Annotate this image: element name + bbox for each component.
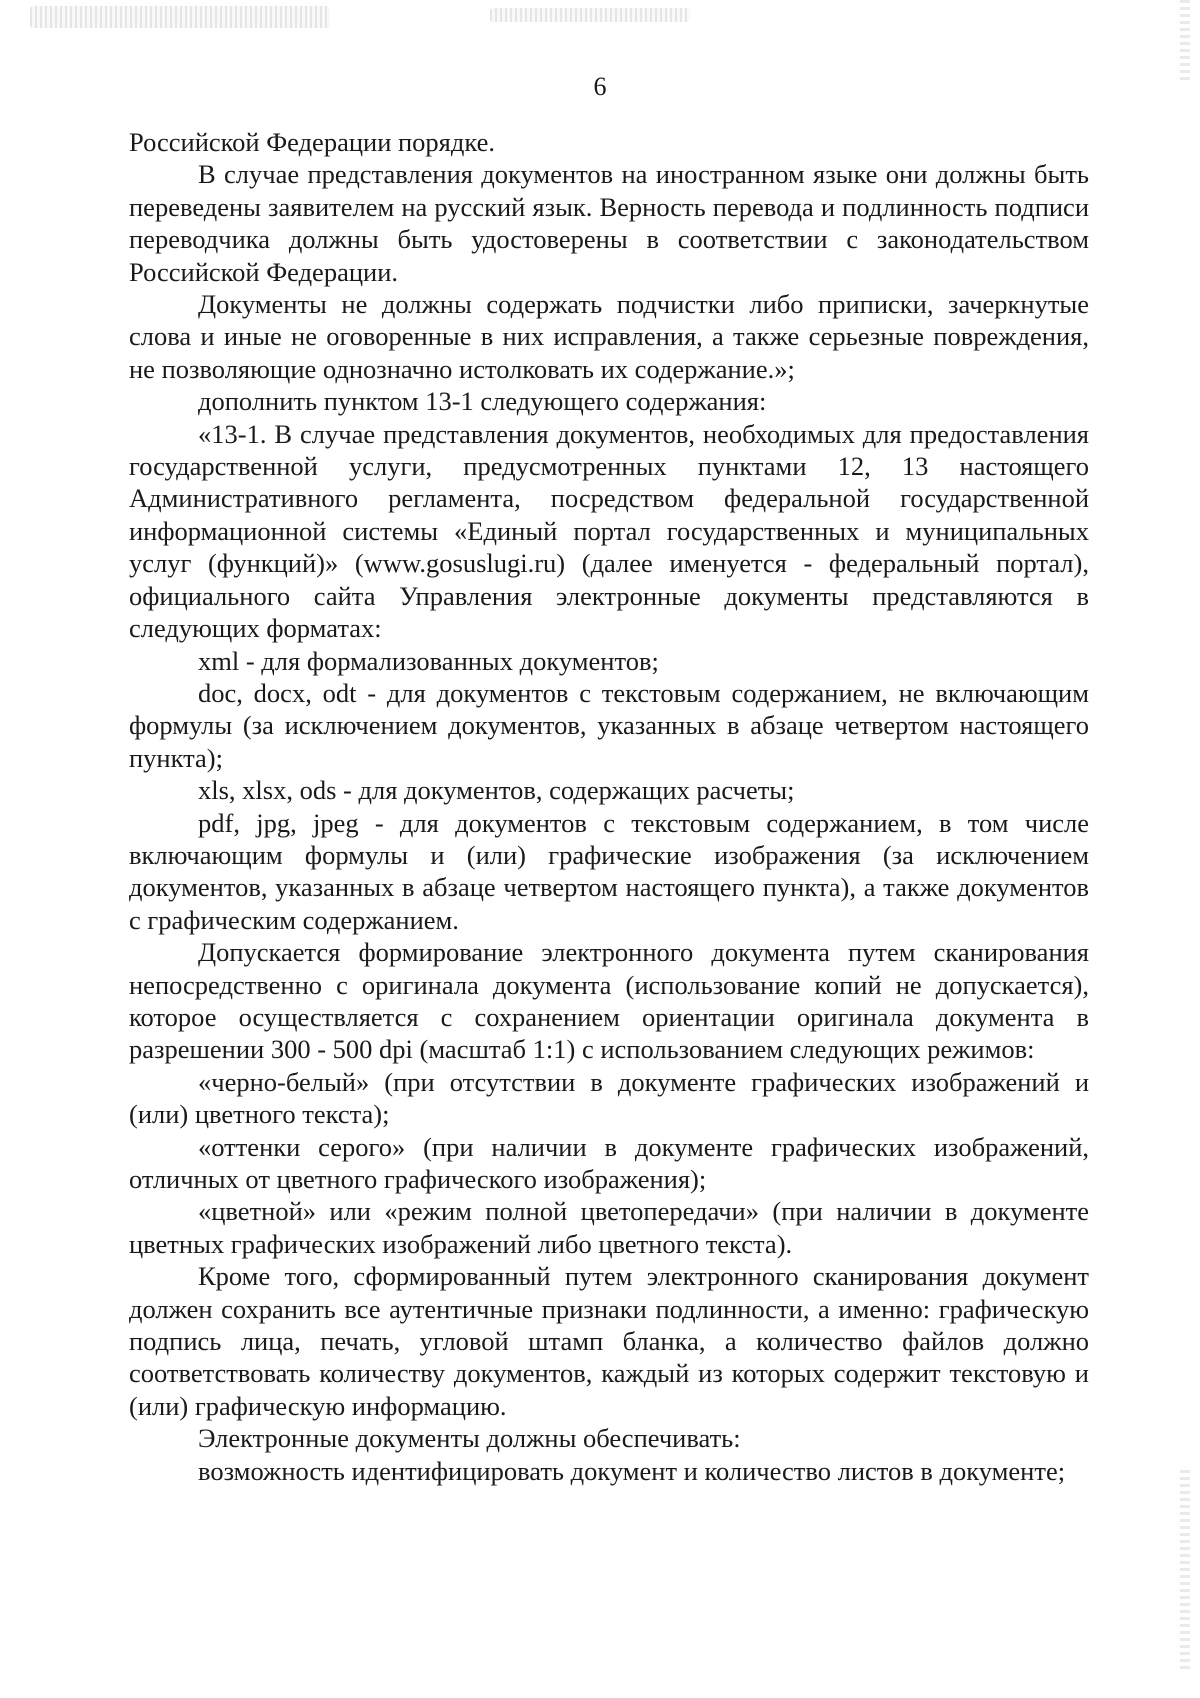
paragraph: xml - для формализованных документов;	[198, 645, 659, 676]
paragraph: В случае представления документов на иностранном языке они должны быть переведены заявителем на русский язык. Верность перевода и подлинность подписи переводчика должны быть удостоверены в соответствии с законодательством Российской Федерации.	[129, 159, 1089, 287]
scan-artifact	[490, 8, 690, 22]
document-body	[129, 126, 1089, 1487]
paragraph: «оттенки серого» (при наличии в документе графических изображений, отличных от цветного графического изображения);	[129, 1131, 1089, 1194]
paragraph: Электронные документы должны обеспечивать:	[198, 1423, 741, 1454]
scan-edge-artifact	[1180, 0, 1190, 80]
paragraph: «13-1. В случае представления документов, необходимых для предоставления государственной услуги, предусмотренных пунктами 12, 13 настоящего Административного регламента, посредством федеральной государственной информационной системы «Единый портал государственных и муниципальных услуг (функций)» (www.gosuslugi.ru) (далее именуется - федеральный портал), официального сайта Управления электронные документы представляются в следующих форматах:	[129, 418, 1089, 644]
scan-artifact	[30, 6, 330, 28]
paragraph: Документы не должны содержать подчистки либо приписки, зачеркнутые слова и иные не оговоренные в них исправления, а также серьезные повреждения, не позволяющие однозначно истолковать их содержание.»;	[129, 289, 1089, 384]
page-number: 6	[593, 72, 607, 101]
paragraph: doc, docx, odt - для документов с текстовым содержанием, не включающим формулы (за исключением документов, указанных в абзаце четвертом настоящего пункта);	[129, 677, 1089, 773]
paragraph: возможность идентифицировать документ и количество листов в документе;	[198, 1455, 1066, 1486]
paragraph: «цветной» или «режим полной цветопередачи» (при наличии в документе цветных графических изображений либо цветного текста).	[129, 1196, 1089, 1259]
paragraph: Российской Федерации порядке.	[129, 127, 495, 157]
paragraph: pdf, jpg, jpeg - для документов с текстовым содержанием, в том числе включающим формулы и (или) графические изображения (за исключением документов, указанных в абзаце четвертом настоящего пункта), а также документов с графическим содержанием.	[129, 807, 1089, 935]
paragraph: xls, xlsx, ods - для документов, содержащих расчеты;	[198, 775, 795, 806]
paragraph: Допускается формирование электронного документа путем сканирования непосредственно с оригинала документа (использование копий не допускается), которое осуществляется с сохранением ориентации оригинала документа в разрешении 300 - 500 dpi (масштаб 1:1) с использованием следующих режимов:	[129, 937, 1089, 1065]
paragraph: Кроме того, сформированный путем электронного сканирования документ должен сохранить все аутентичные признаки подлинности, а именно: графическую подпись лица, печать, угловой штамп бланка, а количество файлов должно соответствовать количеству документов, каждый из которых содержит текстовую и (или) графическую информацию.	[129, 1261, 1089, 1421]
scan-edge-artifact	[1180, 1470, 1190, 1670]
paragraph: «черно-белый» (при отсутствии в документе графических изображений и (или) цветного текста);	[129, 1066, 1089, 1130]
paragraph: дополнить пунктом 13-1 следующего содержания:	[198, 386, 767, 417]
